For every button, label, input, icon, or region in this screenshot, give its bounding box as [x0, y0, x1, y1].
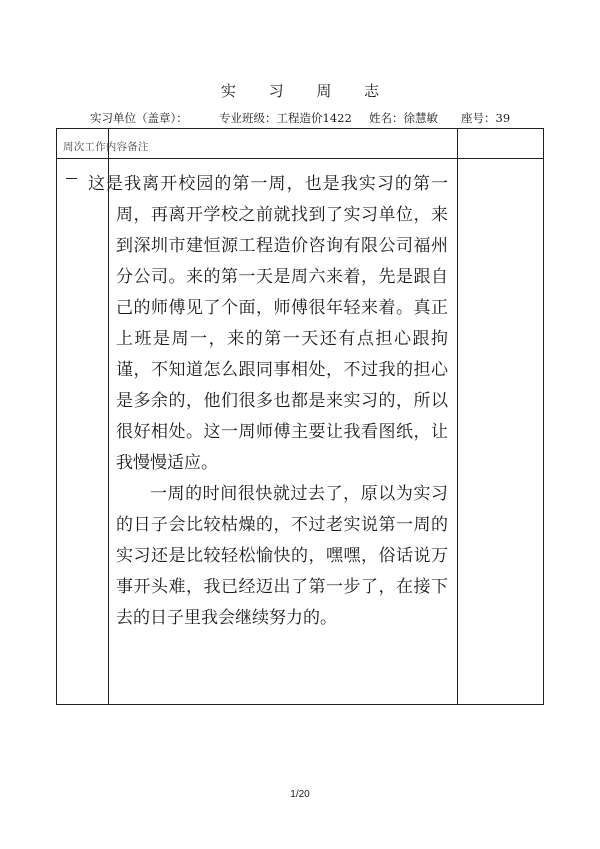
table-header-label: 周次工作内容备注: [63, 141, 149, 153]
weekly-log-content: [88, 169, 448, 634]
table-header-divider: [57, 158, 543, 159]
page-title: 实 习 周 志: [220, 82, 394, 100]
info-row: [0, 110, 600, 126]
log-paragraph-1: 这是我离开校园的第一周，也是我实习的第一周，再离开学校之前就找到了实习单位，来到深圳市建恒源工程造价咨询有限公司福州分公司。来的第一天是周六来着，先是跟自己的师傅见了个面，师傅很年轻来着。真正上班是周一，来的第一天还有点担心跟拘谨，不知道怎么跟同事相处，不过我的担心是多余的，他们很多也都是来实习的，所以很好相处。这一周师傅主要让我看图纸，让我慢慢适应。: [88, 174, 448, 473]
internship-unit-label: 实习单位（盖章）：: [90, 111, 188, 125]
weekly-log-table: [56, 128, 544, 705]
major-class-label: 专业班级：工程造价1422: [219, 111, 352, 125]
table-column-divider-right: [457, 129, 458, 704]
seat-number-label: 座号：39: [461, 111, 511, 125]
student-name-label: 姓名：徐慧敏: [369, 111, 438, 125]
margin-mark: [66, 178, 77, 179]
table-column-divider-left: [108, 129, 109, 704]
log-paragraph-2: 一周的时间很快就过去了，原以为实习的日子会比较枯燥的，不过老实说第一周的实习还是比较轻松愉快的，嘿嘿，俗话说万事开头难，我已经迈出了第一步了，在接下去的日子里我会继续努力的。: [116, 484, 448, 628]
page-number: 1/20: [290, 789, 310, 800]
